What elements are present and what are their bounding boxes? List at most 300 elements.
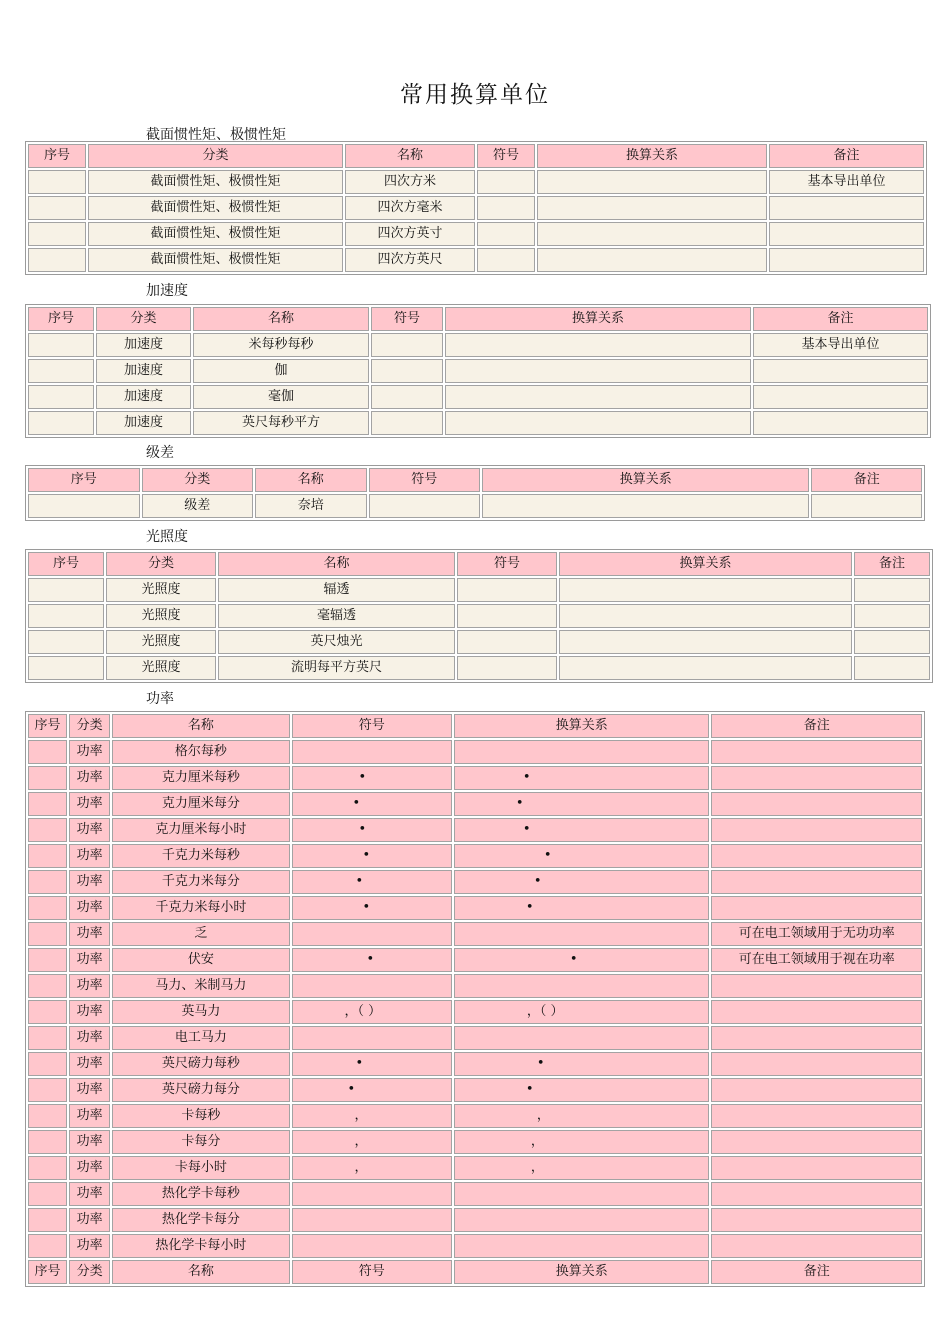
header-row <box>28 714 922 738</box>
section-caption: 截面惯性矩、极惯性矩 <box>146 127 286 143</box>
cell-symbol <box>292 1026 452 1050</box>
section-table <box>25 711 925 1287</box>
table-row <box>28 630 930 654</box>
header-category: 分类 <box>96 307 191 331</box>
cell-note <box>711 1130 922 1154</box>
cell-seq <box>28 948 67 972</box>
cell-relation <box>559 630 852 654</box>
cell-category: 截面惯性矩、极惯性矩 <box>88 196 343 220</box>
table-row <box>28 844 922 868</box>
cell-seq <box>28 1052 67 1076</box>
table-row <box>28 1234 922 1258</box>
section-table <box>25 465 925 521</box>
cell-relation <box>445 411 751 435</box>
cell-category: 功率 <box>69 1234 110 1258</box>
table-row <box>28 196 924 220</box>
cell-name: 英尺每秒平方 <box>193 411 369 435</box>
header-symbol: 符号 <box>369 468 481 492</box>
cell-symbol <box>292 844 452 868</box>
cell-seq <box>28 1104 67 1128</box>
table-row <box>28 1208 922 1232</box>
cell-note: 基本导出单位 <box>769 170 924 194</box>
cell-seq <box>28 1234 67 1258</box>
cell-relation <box>454 1104 710 1128</box>
cell-relation <box>454 1234 710 1258</box>
cell-category: 功率 <box>69 870 110 894</box>
cell-note <box>769 222 924 246</box>
cell-symbol <box>292 818 452 842</box>
cell-note <box>711 1234 922 1258</box>
cell-relation <box>454 792 710 816</box>
cell-relation <box>482 494 809 518</box>
cell-note <box>711 896 922 920</box>
table-row <box>28 1182 922 1206</box>
section-caption: 功率 <box>146 691 174 707</box>
cell-relation <box>454 896 710 920</box>
header-name: 名称 <box>345 144 475 168</box>
cell-symbol <box>292 1182 452 1206</box>
header-relation: 换算关系 <box>445 307 751 331</box>
cell-symbol <box>292 922 452 946</box>
table-row <box>28 411 928 435</box>
cell-relation <box>559 604 852 628</box>
symbol-mark: ，（ ） <box>344 1004 382 1019</box>
cell-note <box>711 766 922 790</box>
relation-mark: • <box>515 796 524 811</box>
cell-relation <box>559 578 852 602</box>
cell-note <box>854 578 930 602</box>
cell-category: 级差 <box>142 494 254 518</box>
cell-name: 卡每秒 <box>112 1104 289 1128</box>
cell-category: 功率 <box>69 844 110 868</box>
cell-symbol <box>292 1208 452 1232</box>
cell-note <box>711 1104 922 1128</box>
cell-category: 功率 <box>69 740 110 764</box>
cell-symbol <box>292 1156 452 1180</box>
cell-symbol <box>371 359 443 383</box>
relation-mark: • <box>533 874 542 889</box>
header-seq: 序号 <box>28 468 140 492</box>
cell-seq <box>28 656 104 680</box>
header-note: 备注 <box>711 1260 922 1284</box>
table-row <box>28 656 930 680</box>
header-name: 名称 <box>112 1260 289 1284</box>
cell-category: 功率 <box>69 766 110 790</box>
cell-name: 电工马力 <box>112 1026 289 1050</box>
relation-mark: • <box>522 822 531 837</box>
cell-seq <box>28 792 67 816</box>
cell-relation <box>559 656 852 680</box>
table-row <box>28 792 922 816</box>
cell-note <box>769 196 924 220</box>
cell-category: 功率 <box>69 1078 110 1102</box>
cell-note <box>753 359 928 383</box>
cell-name: 四次方英尺 <box>345 248 475 272</box>
cell-symbol <box>292 1000 452 1024</box>
cell-note: 可在电工领域用于无功功率 <box>711 922 922 946</box>
cell-note <box>711 1000 922 1024</box>
cell-category: 光照度 <box>106 604 216 628</box>
cell-name: 英尺磅力每秒 <box>112 1052 289 1076</box>
table-row <box>28 1130 922 1154</box>
table-row <box>28 359 928 383</box>
cell-note <box>769 248 924 272</box>
header-name: 名称 <box>255 468 367 492</box>
cell-category: 加速度 <box>96 385 191 409</box>
cell-relation <box>454 844 710 868</box>
symbol-mark: • <box>347 1082 356 1097</box>
cell-note <box>711 1026 922 1050</box>
header-category: 分类 <box>69 714 110 738</box>
cell-relation <box>537 196 767 220</box>
symbol-mark: • <box>366 952 375 967</box>
cell-name: 伏安 <box>112 948 289 972</box>
table-row <box>28 1156 922 1180</box>
section-caption: 加速度 <box>146 283 188 299</box>
cell-note: 可在电工领域用于视在功率 <box>711 948 922 972</box>
cell-note: 基本导出单位 <box>753 333 928 357</box>
header-seq: 序号 <box>28 144 86 168</box>
header-symbol: 符号 <box>457 552 557 576</box>
cell-name: 千克力米每小时 <box>112 896 289 920</box>
table-row <box>28 1026 922 1050</box>
cell-name: 热化学卡每秒 <box>112 1182 289 1206</box>
symbol-mark: • <box>358 822 367 837</box>
cell-category: 功率 <box>69 1130 110 1154</box>
cell-seq <box>28 740 67 764</box>
cell-note <box>711 792 922 816</box>
cell-note <box>711 974 922 998</box>
cell-symbol <box>292 896 452 920</box>
table-row <box>28 740 922 764</box>
cell-name: 毫辐透 <box>218 604 455 628</box>
header-relation: 换算关系 <box>454 714 710 738</box>
cell-symbol <box>371 385 443 409</box>
cell-symbol <box>369 494 481 518</box>
table-row <box>28 170 924 194</box>
header-relation: 换算关系 <box>537 144 767 168</box>
cell-note <box>711 870 922 894</box>
cell-symbol <box>371 333 443 357</box>
table-row <box>28 766 922 790</box>
cell-symbol <box>292 766 452 790</box>
cell-seq <box>28 630 104 654</box>
header-symbol: 符号 <box>292 1260 452 1284</box>
cell-relation <box>454 1000 710 1024</box>
section-table <box>25 141 927 275</box>
table-row <box>28 604 930 628</box>
table-row <box>28 248 924 272</box>
relation-mark: • <box>522 770 531 785</box>
cell-seq <box>28 1026 67 1050</box>
section-table <box>25 304 931 438</box>
cell-symbol <box>457 578 557 602</box>
cell-name: 四次方毫米 <box>345 196 475 220</box>
cell-name: 毫伽 <box>193 385 369 409</box>
cell-seq <box>28 1078 67 1102</box>
header-category: 分类 <box>106 552 216 576</box>
cell-relation <box>537 222 767 246</box>
cell-name: 奈培 <box>255 494 367 518</box>
header-name: 名称 <box>112 714 289 738</box>
cell-symbol <box>292 792 452 816</box>
symbol-mark: • <box>358 770 367 785</box>
cell-category: 功率 <box>69 1026 110 1050</box>
cell-symbol <box>292 948 452 972</box>
relation-mark: • <box>536 1056 545 1071</box>
cell-category: 功率 <box>69 1052 110 1076</box>
header-note: 备注 <box>753 307 928 331</box>
table-row <box>28 870 922 894</box>
cell-name: 克力厘米每秒 <box>112 766 289 790</box>
cell-relation <box>454 974 710 998</box>
cell-seq <box>28 222 86 246</box>
relation-mark: ， <box>530 1160 544 1175</box>
cell-category: 功率 <box>69 792 110 816</box>
cell-symbol <box>477 196 535 220</box>
header-category: 分类 <box>142 468 254 492</box>
cell-note <box>811 494 922 518</box>
relation-mark: ，（ ） <box>526 1004 564 1019</box>
relation-mark: • <box>525 900 534 915</box>
cell-seq <box>28 1156 67 1180</box>
section-caption: 级差 <box>146 445 174 461</box>
cell-name: 热化学卡每分 <box>112 1208 289 1232</box>
cell-category: 功率 <box>69 1000 110 1024</box>
cell-symbol <box>477 222 535 246</box>
cell-relation <box>454 1078 710 1102</box>
table-row <box>28 896 922 920</box>
relation-mark: • <box>525 1082 534 1097</box>
cell-relation <box>454 1156 710 1180</box>
symbol-mark: • <box>362 848 371 863</box>
cell-category: 功率 <box>69 974 110 998</box>
cell-name: 格尔每秒 <box>112 740 289 764</box>
cell-symbol <box>292 740 452 764</box>
cell-symbol <box>292 1130 452 1154</box>
cell-symbol <box>292 1104 452 1128</box>
cell-seq <box>28 922 67 946</box>
cell-name: 千克力米每分 <box>112 870 289 894</box>
cell-seq <box>28 411 94 435</box>
cell-category: 光照度 <box>106 656 216 680</box>
header-symbol: 符号 <box>371 307 443 331</box>
cell-relation <box>454 766 710 790</box>
cell-relation <box>454 818 710 842</box>
cell-symbol <box>292 1234 452 1258</box>
cell-note <box>711 740 922 764</box>
header-row <box>28 307 928 331</box>
cell-relation <box>454 870 710 894</box>
header-seq: 序号 <box>28 552 104 576</box>
cell-category: 光照度 <box>106 578 216 602</box>
table-row <box>28 818 922 842</box>
cell-name: 英尺磅力每分 <box>112 1078 289 1102</box>
cell-symbol <box>292 870 452 894</box>
table-row <box>28 974 922 998</box>
header-seq: 序号 <box>28 307 94 331</box>
cell-relation <box>454 922 710 946</box>
cell-relation <box>454 1052 710 1076</box>
section-table <box>25 549 933 683</box>
cell-seq <box>28 870 67 894</box>
cell-seq <box>28 385 94 409</box>
header-row <box>28 552 930 576</box>
header-symbol: 符号 <box>477 144 535 168</box>
cell-note <box>711 818 922 842</box>
cell-note <box>711 1182 922 1206</box>
symbol-mark: • <box>355 874 364 889</box>
cell-seq <box>28 578 104 602</box>
cell-seq <box>28 1208 67 1232</box>
header-note: 备注 <box>854 552 930 576</box>
cell-name: 米每秒每秒 <box>193 333 369 357</box>
cell-relation <box>454 948 710 972</box>
cell-category: 功率 <box>69 948 110 972</box>
cell-note <box>711 844 922 868</box>
table-row <box>28 1104 922 1128</box>
cell-symbol <box>292 1052 452 1076</box>
cell-category: 功率 <box>69 818 110 842</box>
cell-seq <box>28 359 94 383</box>
header-relation: 换算关系 <box>454 1260 710 1284</box>
cell-note <box>854 630 930 654</box>
cell-seq <box>28 196 86 220</box>
cell-seq <box>28 844 67 868</box>
cell-symbol <box>457 630 557 654</box>
cell-seq <box>28 896 67 920</box>
cell-relation <box>454 740 710 764</box>
cell-note <box>854 604 930 628</box>
cell-seq <box>28 494 140 518</box>
cell-name: 马力、米制马力 <box>112 974 289 998</box>
cell-name: 克力厘米每小时 <box>112 818 289 842</box>
cell-name: 卡每小时 <box>112 1156 289 1180</box>
cell-name: 英马力 <box>112 1000 289 1024</box>
cell-symbol <box>477 170 535 194</box>
cell-relation <box>537 170 767 194</box>
cell-seq <box>28 604 104 628</box>
cell-note <box>711 1156 922 1180</box>
header-row <box>28 144 924 168</box>
cell-seq <box>28 1182 67 1206</box>
cell-symbol <box>371 411 443 435</box>
cell-category: 光照度 <box>106 630 216 654</box>
cell-note <box>711 1208 922 1232</box>
cell-category: 加速度 <box>96 411 191 435</box>
cell-category: 加速度 <box>96 333 191 357</box>
cell-seq <box>28 1000 67 1024</box>
cell-relation <box>454 1208 710 1232</box>
cell-name: 流明每平方英尺 <box>218 656 455 680</box>
cell-seq <box>28 333 94 357</box>
header-name: 名称 <box>218 552 455 576</box>
table-row <box>28 922 922 946</box>
table-row <box>28 578 930 602</box>
cell-seq <box>28 1130 67 1154</box>
relation-mark: • <box>569 952 578 967</box>
table-row <box>28 1000 922 1024</box>
cell-name: 克力厘米每分 <box>112 792 289 816</box>
cell-name: 卡每分 <box>112 1130 289 1154</box>
table-row <box>28 1078 922 1102</box>
relation-mark: ， <box>536 1108 550 1123</box>
cell-relation <box>537 248 767 272</box>
cell-name: 辐透 <box>218 578 455 602</box>
cell-relation <box>445 385 751 409</box>
cell-name: 四次方英寸 <box>345 222 475 246</box>
footer-header-row <box>28 1260 922 1284</box>
header-note: 备注 <box>811 468 922 492</box>
cell-category: 功率 <box>69 1156 110 1180</box>
page-title: 常用换算单位 <box>400 82 550 108</box>
relation-mark: ， <box>530 1134 544 1149</box>
cell-name: 伽 <box>193 359 369 383</box>
table-row <box>28 333 928 357</box>
cell-symbol <box>457 604 557 628</box>
table-row <box>28 385 928 409</box>
cell-relation <box>454 1026 710 1050</box>
cell-category: 截面惯性矩、极惯性矩 <box>88 222 343 246</box>
cell-category: 加速度 <box>96 359 191 383</box>
cell-symbol <box>457 656 557 680</box>
header-symbol: 符号 <box>292 714 452 738</box>
section-caption: 光照度 <box>146 529 188 545</box>
header-relation: 换算关系 <box>559 552 852 576</box>
cell-seq <box>28 766 67 790</box>
cell-name: 英尺烛光 <box>218 630 455 654</box>
cell-category: 功率 <box>69 1104 110 1128</box>
cell-relation <box>454 1130 710 1154</box>
cell-symbol <box>292 974 452 998</box>
header-note: 备注 <box>769 144 924 168</box>
cell-seq <box>28 974 67 998</box>
header-name: 名称 <box>193 307 369 331</box>
cell-relation <box>445 359 751 383</box>
header-seq: 序号 <box>28 1260 67 1284</box>
cell-note <box>711 1052 922 1076</box>
cell-name: 乏 <box>112 922 289 946</box>
symbol-mark: • <box>355 1056 364 1071</box>
cell-symbol <box>477 248 535 272</box>
header-row <box>28 468 922 492</box>
symbol-mark: ， <box>354 1134 368 1149</box>
cell-category: 功率 <box>69 896 110 920</box>
cell-category: 截面惯性矩、极惯性矩 <box>88 248 343 272</box>
header-seq: 序号 <box>28 714 67 738</box>
cell-note <box>711 1078 922 1102</box>
relation-mark: • <box>543 848 552 863</box>
cell-category: 功率 <box>69 1182 110 1206</box>
header-relation: 换算关系 <box>482 468 809 492</box>
cell-symbol <box>292 1078 452 1102</box>
table-row <box>28 948 922 972</box>
cell-seq <box>28 170 86 194</box>
cell-relation <box>445 333 751 357</box>
header-note: 备注 <box>711 714 922 738</box>
cell-seq <box>28 818 67 842</box>
symbol-mark: ， <box>354 1108 368 1123</box>
symbol-mark: • <box>362 900 371 915</box>
cell-category: 功率 <box>69 922 110 946</box>
header-category: 分类 <box>69 1260 110 1284</box>
cell-note <box>753 411 928 435</box>
cell-note <box>753 385 928 409</box>
cell-name: 热化学卡每小时 <box>112 1234 289 1258</box>
cell-name: 千克力米每秒 <box>112 844 289 868</box>
cell-category: 功率 <box>69 1208 110 1232</box>
cell-category: 截面惯性矩、极惯性矩 <box>88 170 343 194</box>
